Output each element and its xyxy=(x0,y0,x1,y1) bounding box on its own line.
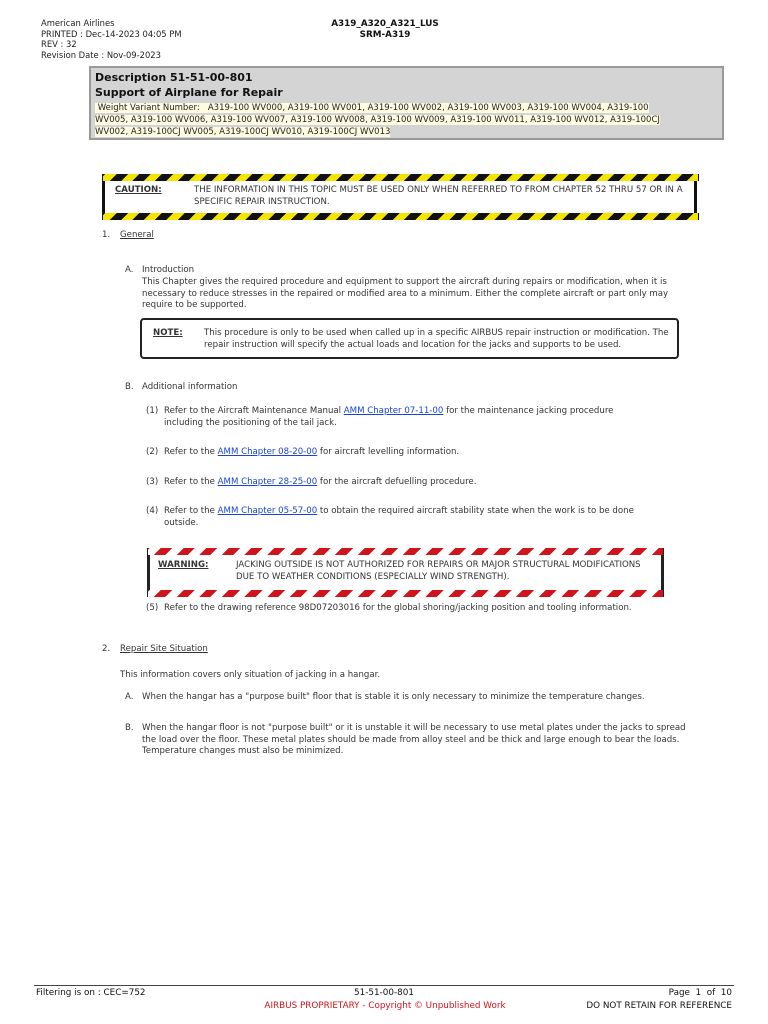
section2-b-letter: B. xyxy=(125,723,134,733)
weight-variants xyxy=(95,102,718,139)
description-title: Description 51-51-00-801 xyxy=(95,71,253,84)
proprietary-notice: AIRBUS PROPRIETARY - Copyright © Unpublished Work xyxy=(264,1001,506,1011)
revision-number: REV : 32 xyxy=(41,39,77,49)
item-4-number: (4) xyxy=(146,506,159,516)
note-text: This procedure is only to be used when called up in a specific AIRBUS repair instruction or modification. The repair instruction will specify the actual loads and location for the jacks and supports to be used. xyxy=(204,328,669,350)
item-4-post2: outside. xyxy=(164,517,199,528)
item-3-post: for the aircraft defuelling procedure. xyxy=(317,477,477,487)
item-3-pre: Refer to the xyxy=(164,477,218,487)
item-2-post: for aircraft levelling information. xyxy=(317,447,460,457)
footer-doc-ref: 51-51-00-801 xyxy=(354,988,414,998)
item-5-number: (5) xyxy=(146,603,159,613)
manual-code: A319_A320_A321_LUS xyxy=(331,19,439,29)
item-2-number: (2) xyxy=(146,447,159,457)
section2-a-text: When the hangar has a "purpose built" floor that is stable it is only necessary to minimize the temperature changes. xyxy=(142,692,645,702)
caution-box xyxy=(102,181,697,213)
warning-box xyxy=(147,555,664,590)
note-box xyxy=(140,318,679,359)
weight-variants-line1: A319-100 WV000, A319-100 WV001, A319-100 WV002, A319-100 WV003, A319-100 WV004, A319-100 xyxy=(207,102,649,113)
item-3-number: (3) xyxy=(146,477,159,487)
warning-stripe-top xyxy=(147,548,664,555)
item-1-post: for the maintenance jacking procedure xyxy=(443,406,614,416)
item-1-pre: Refer to the Aircraft Maintenance Manual xyxy=(164,406,344,416)
revision-date: Revision Date : Nov-09-2023 xyxy=(41,49,161,60)
printed-date: PRINTED : Dec-14-2023 04:05 PM xyxy=(41,28,182,39)
weight-variants-line2: WV005, A319-100 WV006, A319-100 WV007, A319-100 WV008, A319-100 WV009, A319-100 WV011, A319-100 WV012, A319-100CJ xyxy=(95,115,660,125)
section1-a-letter: A. xyxy=(125,265,134,275)
section1-a-heading: Introduction xyxy=(142,265,195,275)
item-5: Refer to the drawing reference 98D07203016 for the global shoring/jacking position and tooling information. xyxy=(164,603,632,613)
filtering-status: Filtering is on : CEC=752 xyxy=(36,988,146,998)
item-2-pre: Refer to the xyxy=(164,447,218,457)
weight-variants-line3: WV002, A319-100CJ WV005, A319-100CJ WV010, A319-100CJ WV013 xyxy=(95,127,391,138)
amm-28-25-00-link[interactable]: AMM Chapter 28-25-00 xyxy=(217,477,318,487)
section2-b-text: When the hangar floor is not "purpose built" or it is unstable it will be necessary to use metal plates under the jacks to spread the load over the floor. These metal plates should be made from alloy steel and be thick and large enough to bear the loads. Temperature changes must also be minimized. xyxy=(142,723,686,757)
item-4 xyxy=(164,506,664,529)
item-2 xyxy=(164,447,664,459)
item-1-post2: including the positioning of the tail jack. xyxy=(164,417,337,428)
description-box xyxy=(89,66,724,140)
warning-text: JACKING OUTSIDE IS NOT AUTHORIZED FOR REPAIRS OR MAJOR STRUCTURAL MODIFICATIONS DUE TO WEATHER CONDITIONS (ESPECIALLY WIND STRENGTH). xyxy=(236,560,641,582)
item-1 xyxy=(164,406,664,429)
section1-b-heading: Additional information xyxy=(142,382,238,392)
section2-a-letter: A. xyxy=(125,692,134,702)
page-number: Page 1 of 10 xyxy=(668,988,732,998)
weight-variant-label: Weight Variant Number: xyxy=(97,102,200,113)
note-label: NOTE: xyxy=(153,328,183,338)
section2-intro: This information covers only situation of jacking in a hangar. xyxy=(120,670,381,680)
caution-stripe-top xyxy=(102,174,699,181)
item-3 xyxy=(164,477,664,489)
caution-text: THE INFORMATION IN THIS TOPIC MUST BE USED ONLY WHEN REFERRED TO FROM CHAPTER 52 THRU 57 OR IN A SPECIFIC REPAIR INSTRUCTION. xyxy=(194,185,683,207)
company-name: American Airlines xyxy=(41,18,115,28)
caution-label: CAUTION: xyxy=(115,185,162,195)
caution-stripe-bottom xyxy=(102,213,699,220)
section2-number: 2. xyxy=(102,644,111,654)
warning-label: WARNING: xyxy=(158,560,209,570)
section1-a-body: This Chapter gives the required procedure and equipment to support the aircraft during repairs or modification, when it is necessary to reduce stresses in the repaired or modified area to a minimum. Either the complete aircraft or part only may require to be supported. xyxy=(142,277,669,311)
warning-stripe-bottom xyxy=(147,590,664,597)
manual-header xyxy=(300,19,470,40)
section2-title: Repair Site Situation xyxy=(120,644,208,654)
section1-title: General xyxy=(120,230,154,240)
retain-notice: DO NOT RETAIN FOR REFERENCE xyxy=(586,1001,732,1011)
item-4-pre: Refer to the xyxy=(164,506,218,516)
amm-07-11-00-link[interactable]: AMM Chapter 07-11-00 xyxy=(343,406,444,416)
manual-name: SRM-A319 xyxy=(359,29,411,40)
section1-number: 1. xyxy=(102,230,111,240)
item-1-number: (1) xyxy=(146,406,159,416)
header-info xyxy=(41,18,182,60)
amm-08-20-00-link[interactable]: AMM Chapter 08-20-00 xyxy=(217,447,318,457)
footer-rule xyxy=(34,985,734,986)
amm-05-57-00-link[interactable]: AMM Chapter 05-57-00 xyxy=(217,506,318,516)
item-4-post: to obtain the required aircraft stability state when the work is to be done xyxy=(317,506,634,516)
section1-b-letter: B. xyxy=(125,382,134,392)
description-subtitle: Support of Airplane for Repair xyxy=(95,85,283,99)
